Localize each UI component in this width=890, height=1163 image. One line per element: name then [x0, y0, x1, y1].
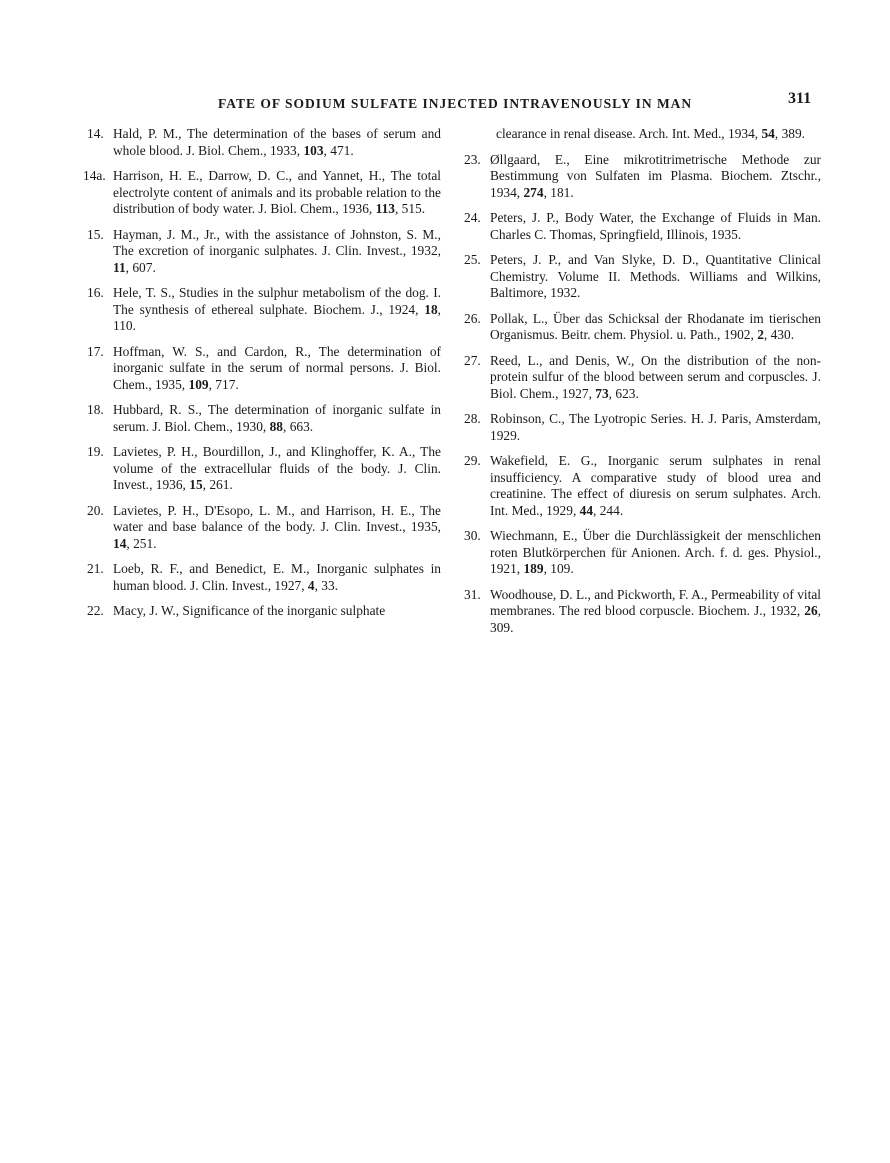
reference-item [466, 311, 821, 344]
reference-number: 16. [87, 285, 104, 300]
reference-text: Lavietes, P. H., Bourdillon, J., and Klinghoffer, K. A., The volume of the extracellular fluids of the body. J. Clin. Invest., 1936, [113, 444, 441, 492]
reference-number: 27. [464, 352, 481, 368]
reference-volume: 15 [189, 477, 203, 492]
reference-volume: 274 [523, 184, 544, 200]
reference-number: 28. [464, 411, 481, 426]
reference-volume: 54 [761, 126, 775, 141]
reference-item [89, 227, 441, 277]
reference-volume: 113 [375, 201, 395, 216]
reference-item [466, 587, 821, 637]
reference-number: 18. [87, 402, 104, 417]
reference-pages: , 110. [113, 301, 441, 333]
reference-continuation [466, 126, 821, 143]
reference-number: 25. [464, 252, 481, 267]
reference-item [466, 210, 821, 243]
reference-text: Hele, T. S., Studies in the sulphur metabolism of the dog. I. The synthesis of ethereal sulphate. Biochem. J., 1924, [113, 285, 441, 317]
reference-item [466, 411, 821, 444]
reference-number: 23. [464, 151, 481, 167]
reference-volume: 2 [757, 327, 764, 342]
reference-item [89, 126, 441, 159]
reference-pages: , 109. [543, 561, 574, 576]
reference-volume: 103 [303, 142, 324, 158]
reference-volume: 11 [113, 259, 126, 275]
reference-item [89, 402, 441, 435]
reference-number: 30. [464, 528, 481, 543]
reference-volume: 4 [307, 577, 315, 593]
left-column [83, 126, 441, 629]
reference-volume: 18 [424, 301, 438, 317]
reference-volume: 44 [579, 502, 594, 518]
right-column [466, 126, 821, 645]
reference-text: Peters, J. P., and Van Slyke, D. D., Quantitative Clinical Chemistry. Volume II. Methods. Williams and Wilkins, Baltimore, 1932. [490, 252, 821, 300]
reference-volume: 88 [269, 418, 283, 434]
reference-number: 22. [87, 603, 104, 618]
reference-text: Øllgaard, E., Eine mikrotitrimetrische Methode zur Bestimmung von Sulfaten im Plasma. Biochem. Ztschr., 1934, [490, 151, 821, 200]
reference-text: Reed, L., and Denis, W., On the distribution of the non-protein sulfur of the blood between serum and corpuscles. J. Biol. Chem., 1927, [490, 352, 821, 401]
reference-item [89, 561, 441, 594]
reference-volume: 189 [523, 561, 544, 576]
reference-pages: , 33. [314, 577, 339, 593]
reference-number: 14a. [83, 168, 106, 183]
reference-text: Pollak, L., Über das Schicksal der Rhodanate im tierischen Organismus. Beitr. chem. Physiol. u. Path., 1902, [490, 310, 821, 342]
reference-item [466, 252, 821, 302]
page-number: 311 [788, 90, 812, 107]
reference-item [466, 152, 821, 202]
reference-item [466, 353, 821, 403]
reference-item [89, 344, 441, 394]
reference-number: 26. [464, 310, 481, 326]
reference-pages: , 261. [202, 477, 233, 492]
reference-text: Loeb, R. F., and Benedict, E. M., Inorganic sulphates in human blood. J. Clin. Invest., 1927, [113, 561, 441, 593]
reference-number: 24. [464, 210, 481, 225]
reference-item [83, 168, 441, 218]
reference-pages: , 181. [543, 184, 574, 200]
reference-text: Hoffman, W. S., and Cardon, R., The determination of inorganic sulfate in the serum of normal persons. J. Biol. Chem., 1935, [113, 343, 441, 392]
reference-text: Hayman, J. M., Jr., with the assistance of Johnston, S. M., The excretion of inorganic sulphates. J. Clin. Invest., 1932, [113, 226, 441, 258]
reference-item [89, 603, 441, 620]
reference-pages: , 309. [490, 603, 821, 635]
reference-number: 31. [464, 586, 481, 602]
reference-pages: , 623. [608, 385, 639, 401]
reference-number: 29. [464, 453, 481, 468]
reference-number: 19. [87, 444, 104, 459]
reference-text: Peters, J. P., Body Water, the Exchange of Fluids in Man. Charles C. Thomas, Springfield, Illinois, 1935. [490, 210, 821, 242]
reference-text: Wakefield, E. G., Inorganic serum sulphates in renal insufficiency. A comparative study of blood urea and creatinine. The effect of diuresis on serum sulphates. Arch. Int. Med., 1929, [490, 453, 821, 518]
reference-item [89, 503, 441, 553]
running-title: FATE OF SODIUM SULFATE INJECTED INTRAVENOUSLY IN MAN [218, 96, 693, 111]
reference-number: 15. [87, 226, 104, 242]
reference-item [466, 528, 821, 578]
reference-text: Lavietes, P. H., D'Esopo, L. M., and Harrison, H. E., The water and base balance of the body. J. Clin. Invest., 1935, [113, 502, 441, 534]
reference-pages: , 251. [126, 535, 157, 551]
reference-text: Wiechmann, E., Über die Durchlässigkeit der menschlichen roten Blutkörperchen für Anionen. Arch. f. d. ges. Physiol., 1921, [490, 528, 821, 576]
reference-volume: 73 [595, 385, 609, 401]
reference-volume: 26 [804, 603, 818, 618]
reference-text: Macy, J. W., Significance of the inorganic sulphate [113, 603, 386, 618]
reference-pages: , 515. [394, 201, 426, 216]
reference-item [89, 444, 441, 494]
reference-item [466, 453, 821, 519]
reference-pages: , 607. [125, 259, 156, 275]
reference-number: 21. [87, 561, 104, 576]
reference-item [89, 285, 441, 335]
reference-pages: , 389. [774, 126, 806, 141]
reference-number: 17. [87, 343, 104, 359]
reference-text: Hubbard, R. S., The determination of inorganic sulfate in serum. J. Biol. Chem., 1930, [113, 402, 441, 434]
reference-pages: , 717. [208, 376, 239, 392]
reference-pages: , 471. [323, 142, 354, 158]
reference-number: 20. [87, 502, 104, 518]
reference-pages: , 663. [283, 418, 314, 434]
reference-text: Woodhouse, D. L., and Pickworth, F. A., Permeability of vital membranes. The red blood corpuscle. Biochem. J., 1932, [490, 586, 821, 618]
reference-text: clearance in renal disease. Arch. Int. Med., 1934, [496, 126, 762, 141]
reference-pages: , 430. [763, 327, 795, 342]
reference-text: Hald, P. M., The determination of the bases of serum and whole blood. J. Biol. Chem., 1933, [113, 126, 441, 158]
reference-volume: 14 [113, 535, 127, 551]
reference-text: Harrison, H. E., Darrow, D. C., and Yannet, H., The total electrolyte content of animals and its probable relation to the distribution of body water. J. Biol. Chem., 1936, [113, 168, 441, 216]
reference-volume: 109 [188, 376, 209, 392]
reference-number: 14. [87, 126, 104, 141]
reference-pages: , 244. [593, 502, 624, 518]
reference-text: Robinson, C., The Lyotropic Series. H. J. Paris, Amsterdam, 1929. [490, 411, 821, 443]
